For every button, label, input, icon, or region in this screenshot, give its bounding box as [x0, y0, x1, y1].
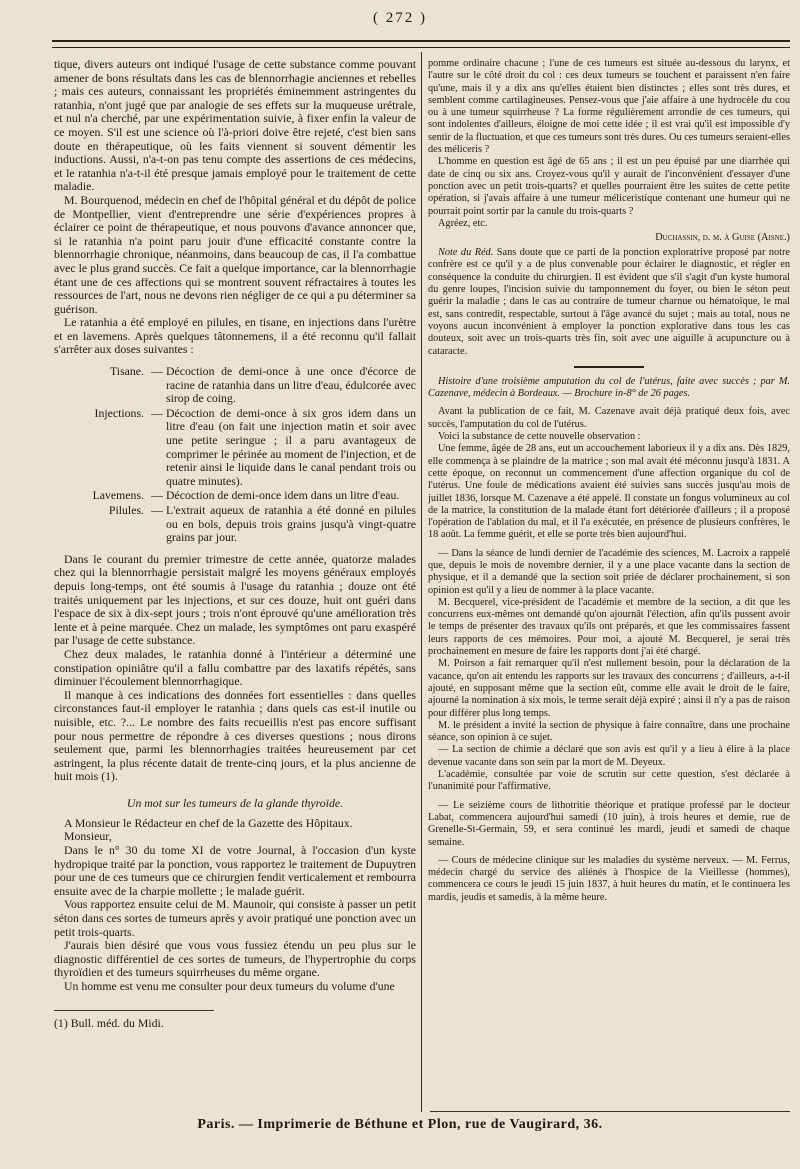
paragraph: Une femme, âgée de 28 ans, eut un accouchement laborieux il y a dix ans. Dès 1829, elle commença à se plaindre de la matrice ; son mal avait été méconnu jusqu'à 1831. A cette époque, on reconnut un commencement d'une affection organique du col de l'utérus. Une foule de médications avaient été suivies sans succès jusqu'au mois de juillet 1836, lorsque M. Cazenave a été appelé. Il constate un fongus volumineux au col de la matrice, la constitution de la malade étant fort détériorée d'ailleurs ; il a proposé l'opération de l'ablation du mal, et il l'a exécutée, en présence de plusieurs confrères, le 18 août. La femme guérit, et elle se porte très bien aujourd'hui.: [428, 443, 790, 541]
header-rule: [52, 40, 790, 42]
paragraph: Le ratanhia a été employé en pilules, en tisane, en injections dans l'urètre et en lavemens. Après quelques tâtonnemens, il a été reconnu qu'il fallait s'arrêter aux doses suivantes :: [54, 315, 416, 357]
dash: —: [151, 405, 163, 420]
dash: —: [151, 364, 163, 379]
paragraph: Vous rapportez ensuite celui de M. Maunoir, qui consiste à passer un petit séton dans ces sortes de tumeurs après y avoir pratiqué une ponction avec un petit trois-quarts.: [54, 897, 416, 939]
note-text: Sans doute que ce parti de la ponction exploratrive proposé par notre confrère est ce qu'il y a de plus convenable pour éclairer le diagnostic, et régler en conséquence la conduite du chirurgien. Il est évident que s'il s'agit d'un kyste humoral du genre loupes, l'incision suivie du tamponnement du foyer, ou bien le séton peut guérir la maladie ; dans le cas au contraire de tumeur charnue ou hématoïque, le mal est, sans contredit, respectable, surtout à l'âge avancé du sujet ; mais au total, nous ne voyons aucun inconvénient à employer la ponction explorative dans tous les cas douteux, soit avec un trois-quarts très fin, soit avec une aiguille à acupuncture ou à cataracte.: [428, 247, 790, 357]
header-rule-thin: [52, 47, 790, 48]
section-title: Un mot sur les tumeurs de la glande thyroïde.: [126, 795, 344, 810]
paragraph: Avant la publication de ce fait, M. Cazenave avait déjà pratiqué deux fois, avec succès, l'amputation du col de l'utérus.: [428, 406, 790, 430]
column-divider: [421, 52, 422, 1112]
dash: —: [151, 503, 163, 517]
paragraph: Voici la substance de cette nouvelle observation :: [438, 431, 641, 443]
recipe-label: Injections.: [94, 405, 144, 420]
recipe-text: Décoction de demi-once idem dans un litre d'eau.: [166, 488, 400, 503]
recipe-list: [54, 365, 416, 545]
paragraph: — La section de chimie a déclaré que son avis est qu'il y a lieu à élire à la place devenue vacante dans son sein par la mort de M. Deyeux.: [428, 744, 790, 768]
imprint-rule: [430, 1111, 790, 1112]
recipe-label: Lavemens.: [92, 488, 144, 503]
recipe-label: Tisane.: [110, 364, 144, 379]
paragraph: M. Becquerel, vice-président de l'académie et membre de la section, a dit que les concurrens eux-mêmes ont demandé qu'on ajournât l'élection, afin qu'ils pussent avoir le temps de présenter des travaux qu'ils ont préparés, et que les commissaires fassent leurs rapports de ces mémoires. Pour moi, a ajouté M. Becquerel, je serai très prochainement en mesure de faire les rapports dont j'ai été chargé.: [428, 596, 790, 658]
paragraph: pomme ordinaire chacune ; l'une de ces tumeurs est située au-dessous du larynx, et l'autre sur le côté droit du col : ces deux tumeurs se touchent et paraissent n'en faire qu'une, mais il y a dix ans qu'elles étaient bien distinctes ; elles sont très dures, et semblent comme cartilagineuses. Pensez-vous que j'aie affaire à une hydrocèle du cou ou à une tumeur squirrheuse ? La forme régulièrement arrondie de ces tumeurs, qui sont indolentes d'ailleurs, éloigne de moi cette idée ; il est vrai qu'il est impossible d'y sentir de la fluctuation, et que ces tumeurs sont très dures. Ou ces tumeurs seraient-elles des méliceris ?: [428, 58, 790, 156]
paragraph: Chez deux malades, le ratanhia donné à l'intérieur a déterminé une constipation opiniâtre qu'il a fallu combattre par des laxatifs répétés, sans diminuer l'écoulement blennorrhagique.: [54, 646, 416, 689]
recipe-label: Pilules.: [108, 503, 144, 517]
recipe-text: Décoction de demi-once à une once d'écorce de racine de ratanhia dans un litre d'eau, édulcorée avec sirop de coing.: [166, 364, 416, 406]
separator-rule: [574, 366, 644, 368]
recipe-text: L'extrait aqueux de ratanhia a été donné en pilules ou en bols, depuis trois grains jusqu'à vingt-quatre grains par jour.: [166, 503, 416, 545]
closing: Agréez, etc.: [438, 217, 488, 229]
footnote: (1) Bull. méd. du Midi.: [54, 1015, 164, 1030]
salutation: Monsieur,: [64, 829, 112, 844]
paragraph: Dans le n° 30 du tome XI de votre Journal, à l'occasion d'un kyste hydropique traité par la ponction, vous rapportez le traitement de Dupuytren pour une de ces tumeurs que ce chirurgien fendit verticalement et rembourra ensuite avec de la charpie mollette ; le malade guérit.: [54, 843, 416, 898]
paragraph: Il manque à ces indications des données fort essentielles : dans quelles circonstances faut-il employer le ratanhia ; dans quels cas est-il inutile ou nuisible, etc. ?... Le nombre des faits recueillis n'est pas encore suffisant pour nous permettre de répondre à ces diverses questions ; nous dirons seulement que, parmi les blennorrhagies traitées heureusement par cet astringent, la plus récente datait de trente-cinq jours, et la plus ancienne de huit mois (1).: [54, 687, 416, 784]
footnote-rule: [54, 1010, 214, 1011]
imprint: Paris. — Imprimerie de Béthune et Plon, rue de Vaugirard, 36.: [197, 1117, 603, 1132]
paragraph: tique, divers auteurs ont indiqué l'usage de cette substance comme pouvant amener de bons résultats dans les cas de blennorrhagie anciennes et rebelles ; mais ces auteurs, connaissant les propriétés éminemment astringentes du ratanhia, n'ont jugé que par analogie de ses effets sur la muqueuse urétrale, et nul n'a cherché, par une expérimentation suivie, à fixer enfin la valeur de ce moyen. S'il est une science où l'à-priori doive être rejeté, c'est bien sans doute en thérapeutique, où les faits viennent si souvent démentir les inductions. Aussi, n'a-t-on pas tenu compte des assertions de ces médecins, et le ratanhia n'a-t-il été presque jamais employé pour le traitement de cette maladie.: [54, 58, 416, 194]
letter-address: A Monsieur le Rédacteur en chef de la Gazette des Hôpitaux.: [64, 815, 353, 830]
paragraph: — Cours de médecine clinique sur les maladies du système nerveux. — M. Ferrus, médecin chargé du service des aliénés à l'hospice de la Vieillesse (hommes), commencera ce cours le jeudi 15 juin 1837, à huit heures du matin, et le continuera les mardis, jeudis et samedis, à la même heure.: [428, 854, 790, 903]
signature: Duchassin, d. m. à Guise (Aisne.): [655, 232, 790, 244]
recipe-text: Décoction de demi-once à six gros idem dans un litre d'eau (on fait une injection matin et soir avec une petite seringue ; il a paru avantageux de comprimer le périnée au moment de l'injection, et de retenir ainsi le liquide dans le canal pendant trois ou quatre minutes).: [166, 405, 416, 488]
article-title: Histoire d'une troisième amputation du col de l'utérus, faite avec succès ; par M. Cazenave, médecin à Bordeaux. — Brochure in-8° de 26 pages.: [428, 375, 790, 400]
paragraph: M. Bourquenod, médecin en chef de l'hôpital général et du dépôt de police de Montpellier, vient d'entreprendre une série d'expériences propres à éclairer ce point de thérapeutique, et nous pouvons d'avance annoncer que, si le ratanhia n'a point paru jouir d'une efficacité constante contre la blennorrhagie chronique, néanmoins, dans beaucoup de cas, il l'a combattue avec le plus grand succès. Ce fait a quelque importance, car la blennorrhagie étant une de ces affections qui se montrent souvent réfractaires à toutes les ressources de l'art, nous ne devons rien négliger de ce qui a pu déterminer sa guérison.: [54, 192, 416, 316]
recipe-item: [54, 489, 416, 503]
paragraph: J'aurais bien désiré que vous vous fussiez étendu un peu plus sur le diagnostic différentiel de ces sortes de tumeurs, de l'hypertrophie du corps thyroïdien et des tumeurs squirrheuses du même organe.: [54, 938, 416, 980]
paragraph: M. le président a invité la section de physique à faire connaître, dans une prochaine séance, son opinion à ce sujet.: [428, 719, 790, 744]
note-label: Note du Réd.: [438, 247, 494, 259]
paragraph: Un homme est venu me consulter pour deux tumeurs du volume d'une: [64, 979, 395, 993]
left-column: [54, 58, 416, 1108]
right-column: [428, 58, 790, 1108]
paragraph: — Dans la séance de lundi dernier de l'académie des sciences, M. Lacroix a rappelé que, depuis le mois de novembre dernier, il y a une place vacante dans la section de physique, et il a demandé que la section soit priée de déclarer prochainement, si son opinion est qu'il y a lieu de nommer à la place vacante.: [428, 547, 790, 596]
recipe-item: [54, 504, 416, 545]
recipe-item: [54, 407, 416, 489]
paragraph: L'homme en question est âgé de 65 ans ; il est un peu épuisé par une diarrhée qui date de cinq ou six ans. Croyez-vous qu'il y aurait de l'inconvénient d'essayer d'une ponction avec un petit trois-quarts? et quelles pourraient être les suites de cette petite opération, si j'avais affaire à une tumeur méliceristique contenant une humeur qui ne pourrait point sortir par la canule du trois-quarts ?: [428, 156, 790, 217]
paragraph: M. Poirson a fait remarquer qu'il n'est nullement besoin, pour la déclaration de la vacance, qu'on ait entendu les rapports sur les travaux des concurrens ; d'ailleurs, a-t-il ajouté, en supposant même que la section eût, comme elle avait le droit de le faire, ajourné la nomination à six mois, le terme serait déjà expiré ; ainsi il n'y a pas de raison pour différer plus long temps.: [428, 658, 790, 719]
editor-note: [428, 247, 790, 358]
paragraph: L'académie, consultée par voie de scrutin sur cette question, s'est déclarée à l'unanimité pour l'affirmative.: [428, 769, 790, 793]
paragraph: Dans le courant du premier trimestre de cette année, quatorze malades chez qui la blennorrhagie persistait malgré les moyens généraux employés depuis long-temps, ont été soumis à l'usage du ratanhia ; douze ont été traités uniquement par les injections, et sur ces douze, huit ont guéri dans l'espace de six à dix-sept jours ; trois n'ont éprouvé qu'une amélioration très lente et à peine marquée. Chez un malade, les symptômes ont paru exaspéré par l'usage de cette substance.: [54, 551, 416, 648]
page-number: ( 272 ): [373, 10, 427, 26]
paragraph: — Le seizième cours de lithotritie théorique et pratique professé par le docteur Labat, commencera aujourd'hui samedi (10 juin), à trois heures et demie, rue de Grenelle-St-Germain, 59, et sera continué les mardi, jeudi et samedi de chaque semaine.: [428, 799, 790, 848]
recipe-item: [54, 365, 416, 406]
dash: —: [151, 488, 163, 503]
